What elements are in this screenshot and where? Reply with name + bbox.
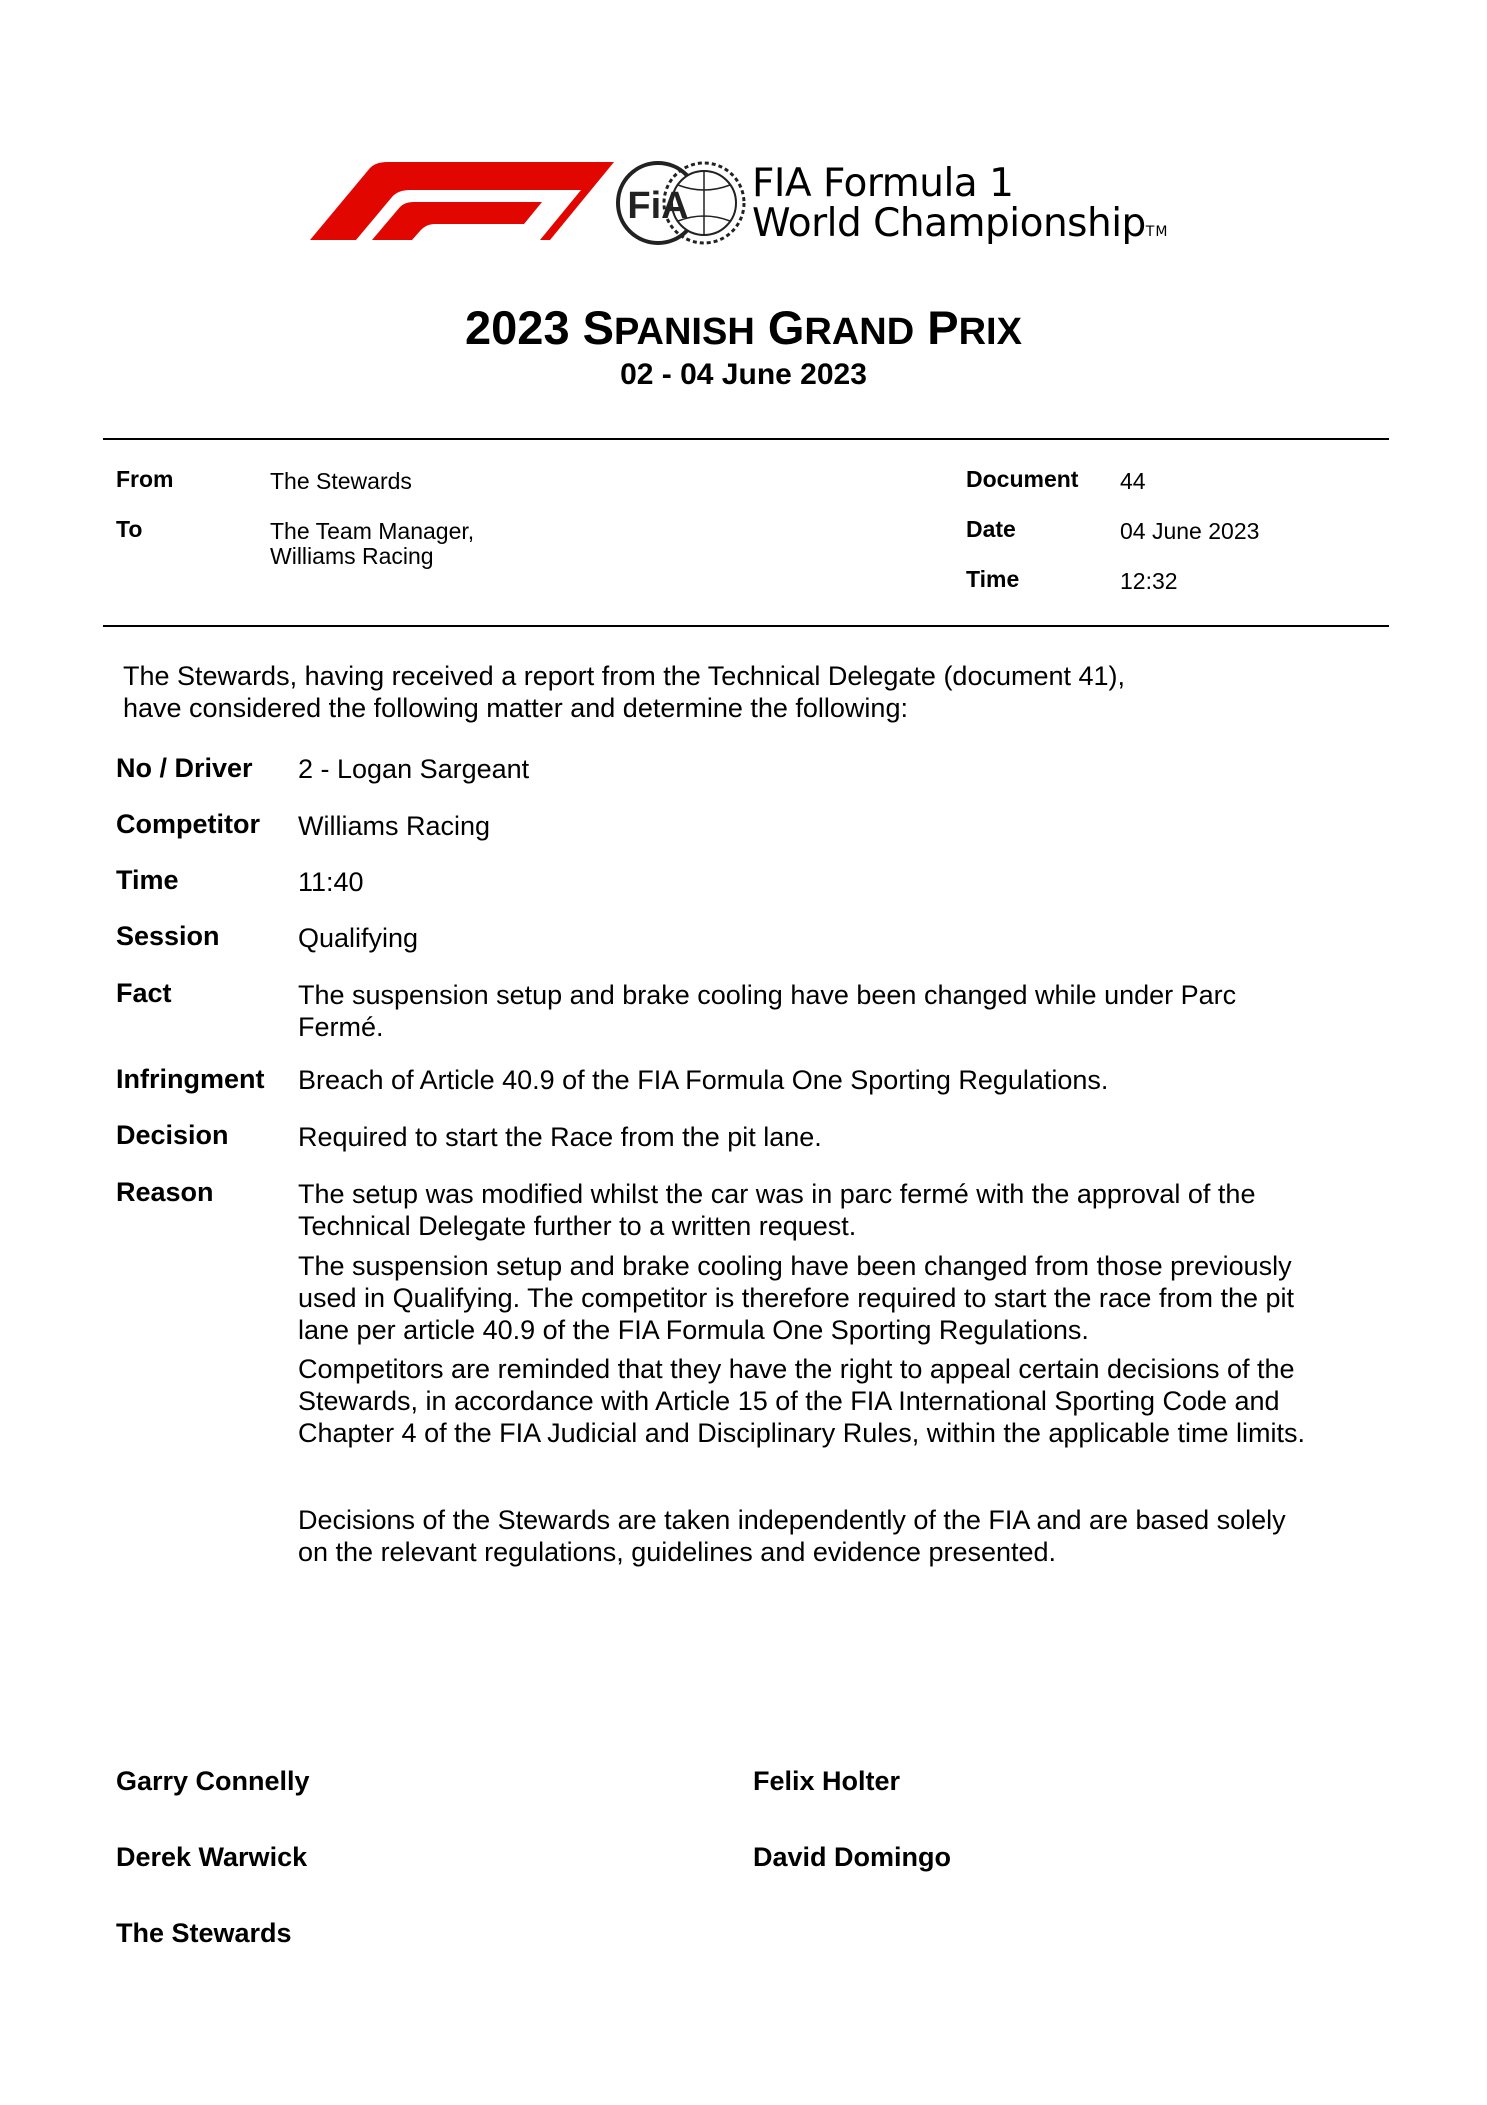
decision-value: Required to start the Race from the pit lane.: [298, 1122, 822, 1152]
time-label: Time: [966, 566, 1020, 592]
from-label: From: [116, 466, 174, 492]
session-label: Session: [116, 921, 220, 951]
fact-value: The suspension setup and brake cooling have been changed while under Parc Fermé.: [298, 980, 1237, 1042]
fact-label: Fact: [116, 978, 172, 1008]
to-value-line-2: Williams Racing: [270, 543, 434, 569]
competitor-value: Williams Racing: [298, 811, 491, 841]
logo-wordmark: [752, 161, 1169, 252]
reason-paragraph-2: The suspension setup and brake cooling have been changed from those previously used in Qualifying. The competitor is therefore required to start the race from the pit lane per article 40.9 of the FIA Formula One Sporting Regulations.: [298, 1251, 1294, 1345]
date-label: Date: [966, 516, 1016, 542]
session-value: Qualifying: [298, 923, 419, 953]
infringement-label: Infringment: [116, 1064, 265, 1094]
competitor-label: Competitor: [116, 809, 260, 839]
event-title: 2023 SPANISH GRAND PRIX: [465, 301, 1022, 354]
to-value-line-1: The Team Manager,: [270, 518, 475, 544]
reason-paragraph-4: Decisions of the Stewards are taken independently of the FIA and are based solely on the relevant regulations, guidelines and evidence presented.: [298, 1505, 1286, 1567]
time-offence-label: Time: [116, 865, 179, 895]
decision-label: Decision: [116, 1120, 229, 1150]
top-divider: [103, 438, 1389, 440]
time-value: 12:32: [1120, 568, 1178, 594]
header-logo: [310, 160, 1210, 250]
date-value: 04 June 2023: [1120, 518, 1260, 544]
steward-name-2: Felix Holter: [753, 1766, 901, 1796]
steward-name-1: Garry Connelly: [116, 1766, 310, 1796]
document-value: 44: [1120, 468, 1146, 494]
to-label: To: [116, 516, 143, 542]
logo-line-2: World ChampionshipTM: [752, 201, 1169, 246]
svg-text:FiA: FiA: [627, 185, 689, 227]
bottom-divider: [103, 625, 1389, 627]
event-dates: 02 - 04 June 2023: [620, 358, 867, 391]
reason-label: Reason: [116, 1177, 214, 1207]
document-label: Document: [966, 466, 1079, 492]
time-offence-value: 11:40: [298, 867, 364, 897]
reason-paragraph-3: Competitors are reminded that they have the right to appeal certain decisions of the Stewards, in accordance with Article 15 of the FIA International Sporting Code and Chapter 4 of the FIA Judicial and Disciplinary Rules, within the applicable time limits.: [298, 1354, 1305, 1448]
reason-paragraph-1: The setup was modified whilst the car was in parc fermé with the approval of the Technical Delegate further to a written request.: [298, 1179, 1256, 1241]
event-title-year: 2023: [465, 301, 570, 354]
stewards-closing: The Stewards: [116, 1918, 292, 1948]
intro-paragraph: [123, 660, 1243, 724]
driver-label: No / Driver: [116, 753, 253, 783]
trademark-mark: TM: [1145, 224, 1169, 240]
driver-value: 2 - Logan Sargeant: [298, 754, 530, 784]
intro-line-2: have considered the following matter and determine the following:: [123, 693, 908, 723]
logo-line-1: FIA Formula 1: [752, 161, 1014, 206]
f1-fia-logo-icon: [310, 160, 750, 250]
intro-line-1: The Stewards, having received a report from the Technical Delegate (document 41),: [123, 661, 1126, 691]
steward-name-4: David Domingo: [753, 1842, 952, 1872]
steward-name-3: Derek Warwick: [116, 1842, 308, 1872]
infringement-value: Breach of Article 40.9 of the FIA Formula One Sporting Regulations.: [298, 1065, 1109, 1095]
from-value: The Stewards: [270, 468, 412, 494]
